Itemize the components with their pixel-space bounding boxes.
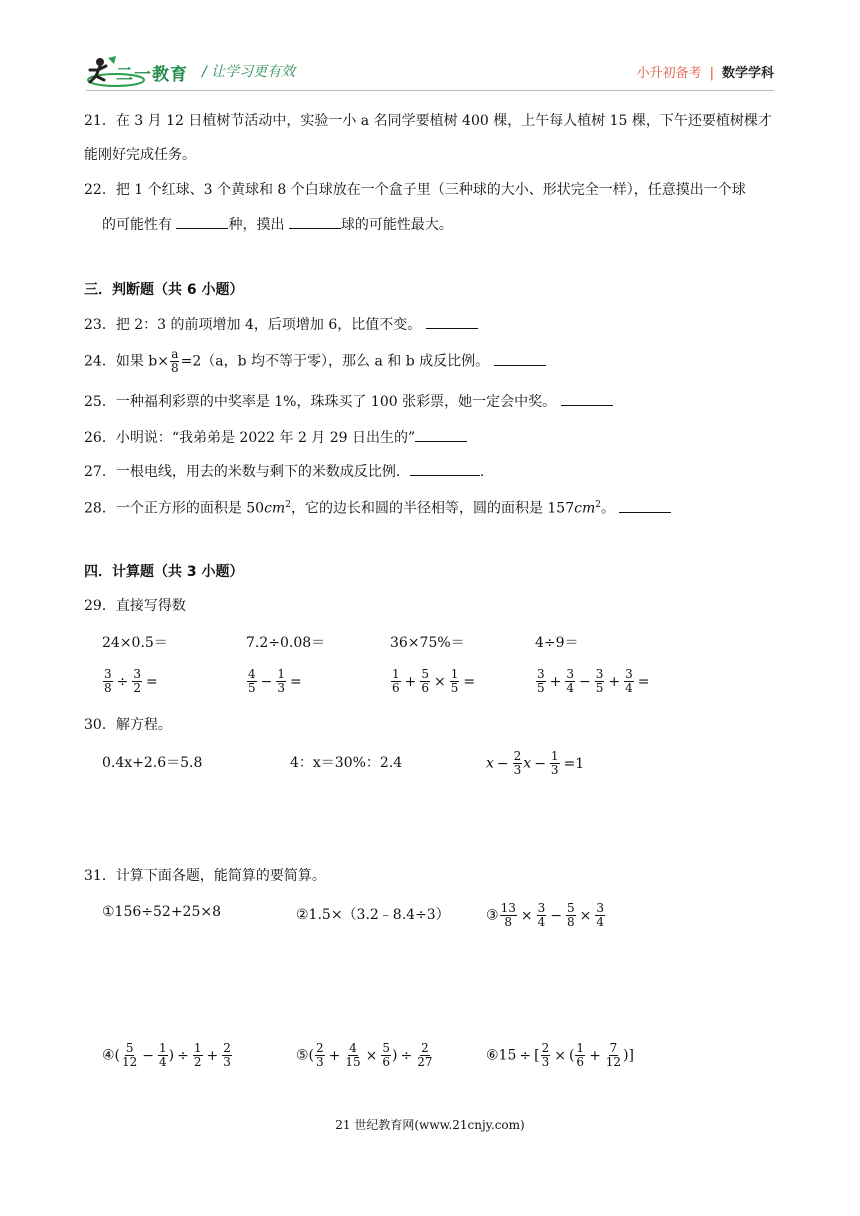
question-22-line1: 22．把 1 个红球、3 个黄球和 8 个白球放在一个盒子里（三种球的大小、形状完全一样），任意摸出一个球	[84, 182, 746, 198]
calc-item: $\frac{1}{6}$ + $\frac{5}{6}$ × $\frac{1}{5}$ =	[392, 667, 476, 695]
answer-blank[interactable]	[494, 351, 546, 366]
q23-text: 23．把 2：3 的前项增加 4，后项增加 6，比值不变。	[84, 317, 422, 333]
section-3-title: 三．判断题（共 6 小题）	[84, 282, 244, 298]
answer-blank[interactable]	[426, 314, 478, 329]
header-rule	[86, 90, 774, 91]
equation-2: 4：x＝30%：2.4	[290, 755, 403, 771]
q26-text: 26．小明说：“我弟弟是 2022 年 2 月 29 日出生的”	[84, 430, 416, 446]
question-28: 28．一个正方形的面积是 $50cm^2$，它的边长和圆的半径相等，圆的面积是 $157cm^2$。	[84, 495, 671, 519]
fraction: $\frac{a}{8}$	[170, 347, 179, 375]
calc-item: 36×75%＝	[390, 635, 465, 651]
question-30: 30．解方程。	[84, 717, 172, 733]
equation-3: x − $\frac{2}{3}$ x − $\frac{1}{3}$ =1	[486, 749, 585, 777]
question-31: 31．计算下面各题，能简算的要简算。	[84, 868, 326, 884]
q22-text-3: 球的可能性最大。	[340, 217, 453, 233]
calc-item: $\frac{3}{8}$ ÷ $\frac{3}{2}$ =	[104, 667, 158, 695]
q22-text-1: 的可能性有	[102, 217, 172, 233]
q24-text-1: 24．如果 b×	[84, 353, 169, 370]
question-24	[84, 348, 546, 375]
q25-text: 25．一种福利彩票的中奖率是 1%，珠珠买了 100 张彩票，她一定会中奖。	[84, 394, 557, 410]
footer-source: 21 世纪教育网(www.21cnjy.com)	[335, 1118, 525, 1132]
header-subject	[637, 62, 774, 81]
slogan: / 让学习更有效	[202, 64, 296, 80]
q24-text-2: =2（a，b 均不等于零），那么 a 和 b 成反比例。	[180, 353, 490, 370]
subject-label: 数学学科	[721, 66, 774, 81]
question-26	[84, 427, 467, 448]
calc-problem-2: ②1.5×（3.2﹣8.4÷3）	[296, 907, 450, 923]
q22-text-2: 种，摸出	[228, 217, 285, 233]
calc-problem-5: ⑤( $\frac{2}{3}$ + $\frac{4}{15}$ × $\frac{5}{6}$ ) ÷ $\frac{2}{27}$	[296, 1041, 433, 1069]
header-separator: |	[709, 66, 714, 81]
equation-1: 0.4x+2.6＝5.8	[102, 755, 203, 771]
question-22-line2	[84, 214, 453, 235]
answer-blank[interactable]	[176, 214, 228, 229]
calc-problem-1: ①156÷52+25×8	[102, 904, 221, 920]
calc-problem-4: ④( $\frac{5}{12}$ − $\frac{1}{4}$ ) ÷ $\frac{1}{2}$ + $\frac{2}{3}$	[102, 1041, 231, 1069]
question-27: 27．一根电线，用去的米数与剩下的米数成反比例． .	[84, 461, 484, 482]
calc-problem-6: ⑥15 ÷ [ $\frac{2}{3}$ × ( $\frac{1}{6}$ + $\frac{7}{12}$ )]	[486, 1041, 635, 1069]
calc-item: $\frac{4}{5}$ − $\frac{1}{3}$ =	[248, 667, 302, 695]
answer-blank[interactable]	[561, 391, 613, 406]
brand-name: 二一教育	[116, 65, 188, 85]
answer-blank[interactable]	[619, 498, 671, 513]
question-29: 29．直接写得数	[84, 598, 186, 614]
calc-problem-3: ③ $\frac{13}{8}$ × $\frac{3}{4}$ − $\frac{5}{8}$ × $\frac{3}{4}$	[486, 901, 604, 929]
answer-blank[interactable]	[415, 427, 467, 442]
section-4-title: 四．计算题（共 3 小题）	[84, 564, 244, 580]
calc-item: 7.2÷0.08＝	[246, 635, 326, 651]
question-21: 21．在 3 月 12 日植树节活动中，实验一小 a 名同学要植树 400 棵，上午每人植树 15 棵，下午还要植树棵才能刚好完成任务。	[84, 113, 772, 163]
calc-item: 24×0.5＝	[102, 635, 168, 651]
exam-label: 小升初备考	[636, 66, 702, 81]
calc-item: 4÷9＝	[535, 635, 579, 651]
calc-item: $\frac{3}{5}$ + $\frac{3}{4}$ − $\frac{3}{5}$ + $\frac{3}{4}$ =	[537, 667, 650, 695]
answer-blank[interactable]	[289, 214, 341, 229]
question-25	[84, 391, 613, 412]
q27-text: 27．一根电线，用去的米数与剩下的米数成反比例．	[84, 464, 410, 480]
question-23	[84, 314, 478, 335]
answer-blank[interactable]	[410, 461, 480, 476]
